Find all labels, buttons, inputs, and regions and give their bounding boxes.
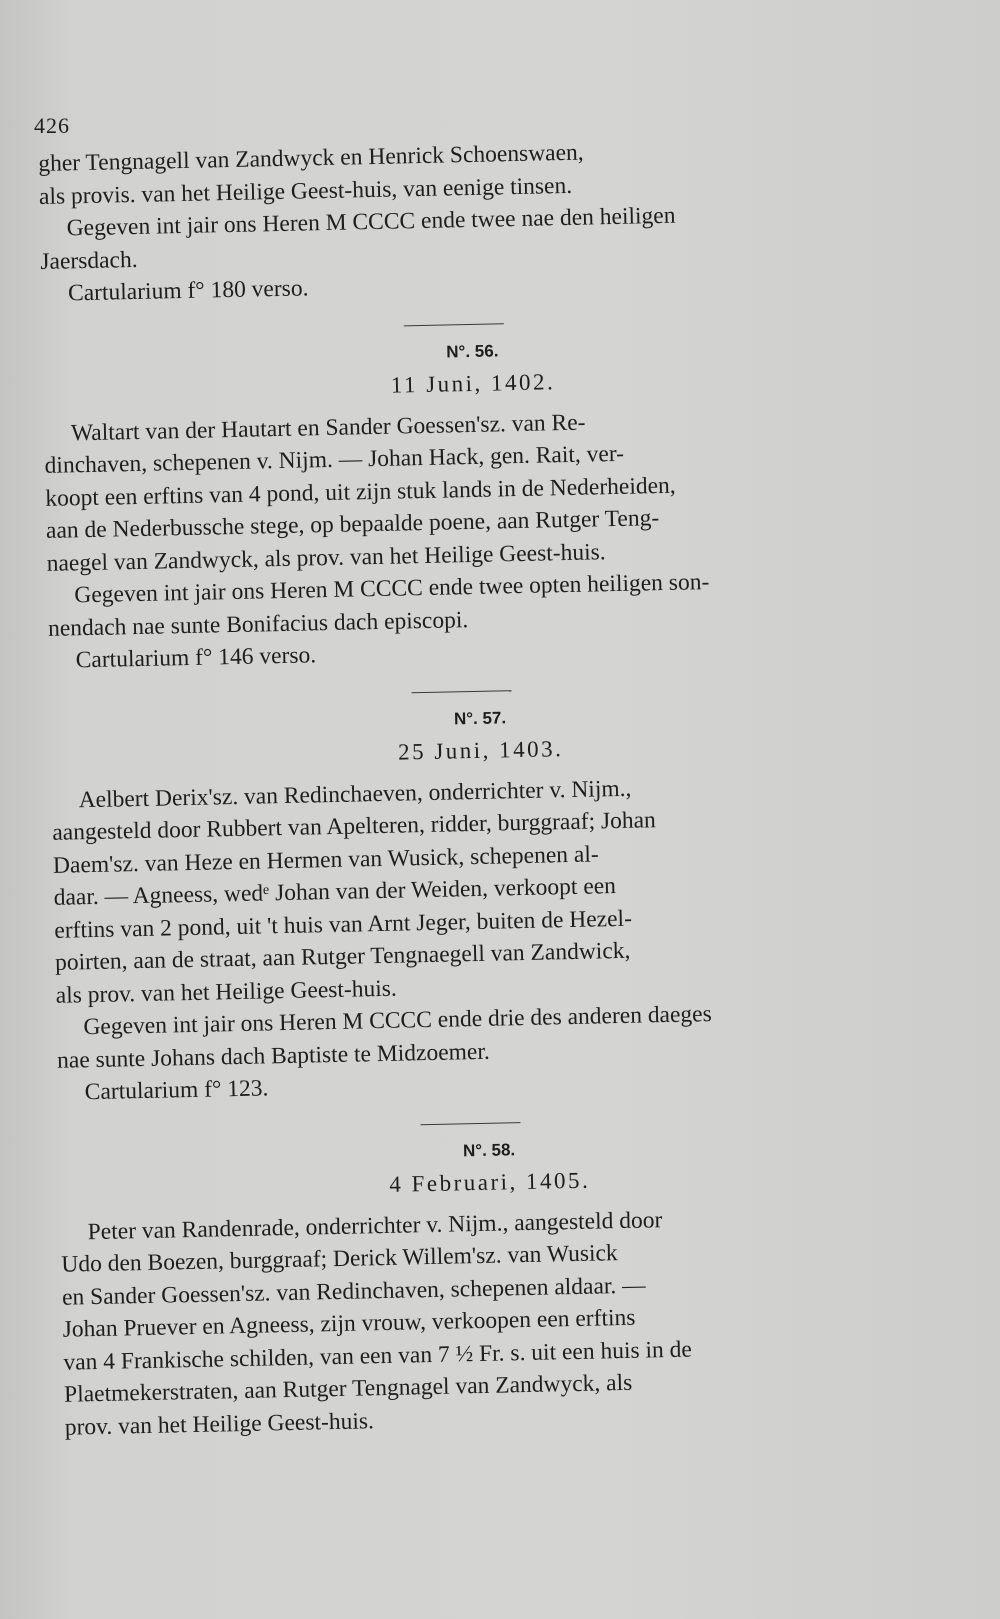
text-line: daar. — Agneess, wedᵉ Johan van der Weiden, verkoopt een — [53, 873, 617, 911]
text-line: nae sunte Johans dach Baptiste te Midzoemer. — [56, 1038, 490, 1074]
text-line: Plaetmekerstraten, aan Rutger Tengnagel van Zandwyck, als — [63, 1369, 633, 1408]
text-line: Johan Pruever en Agneess, zijn vrouw, verkoopen een erftins — [62, 1304, 636, 1343]
page-number: 426 — [34, 113, 70, 138]
text-line: Udo den Boezen, burggraaf; Derick Willem'sz. van Wusick — [61, 1240, 618, 1278]
text-line: poirten, aan de straat, aan Rutger Tengnaegell van Zandwick, — [54, 937, 631, 976]
text-line: prov. van het Heilige Geest-huis. — [64, 1407, 375, 1441]
text-line: Waltart van der Hautart en Sander Goessen'sz. van Re- — [70, 409, 586, 446]
entry-number: N°. 58. — [462, 1139, 516, 1160]
text-line: erftins van 2 pond, uit 't huis van Arnt Jeger, buiten de Hezel- — [54, 905, 633, 944]
text-line: Aelbert Derix'sz. van Redinchaeven, onderrichter v. Nijm., — [78, 775, 632, 813]
text-line: van 4 Frankische schilden, van een van 7 ½ Fr. s. uit een huis in de — [63, 1336, 693, 1376]
source-reference: Cartularium f° 123. — [84, 1075, 269, 1106]
text-line: dinchaven, schepenen v. Nijm. — Johan Hack, gen. Rait, ver- — [44, 440, 625, 479]
text-line: als prov. van het Heilige Geest-huis. — [55, 975, 398, 1009]
entry-date: 25 Juni, 1403. — [397, 735, 564, 765]
charter-entry — [59, 1113, 915, 1443]
text-line: aangesteld door Rubbert van Apelteren, ridder, burggraaf; Johan — [52, 807, 657, 846]
charter-entry — [50, 682, 908, 1110]
text-line: nendach nae sunte Bonifacius dach episcopi. — [47, 606, 469, 642]
page-content — [38, 130, 915, 1444]
charter-entry — [42, 315, 899, 678]
source-reference: Cartularium f° 146 verso. — [75, 642, 317, 674]
entry-number: N°. 56. — [446, 340, 499, 361]
text-line: Jaersdach. — [40, 246, 138, 275]
text-line: Peter van Randenrade, onderrichter v. Nijm., aangesteld door — [87, 1206, 663, 1245]
text-line: Gegeven int jair ons Heren M CCCC ende twee nae den heiligen — [66, 202, 676, 242]
entry-number: N°. 57. — [453, 707, 507, 728]
entry-date: 4 Februari, 1405. — [389, 1167, 591, 1197]
entry-date: 11 Juni, 1402. — [390, 368, 556, 398]
text-line: en Sander Goessen'sz. van Redinchaven, schepenen aldaar. — — [61, 1272, 646, 1311]
section-divider — [421, 1122, 521, 1125]
text-line: Daem'sz. van Heze en Hermen van Wusick, schepenen al- — [52, 840, 599, 879]
text-line: aan de Nederbussche stege, op bepaalde poene, aan Rutger Teng- — [45, 505, 660, 544]
text-line: koopt een erftins van 4 pond, uit zijn stuk lands in de Nederheiden, — [45, 472, 676, 512]
section-divider — [411, 690, 511, 693]
section-divider — [404, 323, 504, 326]
text-line: gher Tengnagell van Zandwyck en Henrick Schoenswaen, — [38, 139, 584, 177]
text-line: naegel van Zandwyck, als prov. van het Heilige Geest-huis. — [46, 538, 606, 577]
text-line: Gegeven int jair ons Heren M CCCC ende drie des anderen daeges — [83, 1001, 712, 1041]
text-line: Gegeven int jair ons Heren M CCCC ende twee opten heiligen son- — [74, 569, 710, 609]
intro-paragraph — [38, 130, 891, 310]
source-reference: Cartularium f° 180 verso. — [67, 275, 309, 307]
text-line: als provis. van het Heilige Geest-huis, van eenige tinsen. — [38, 172, 573, 210]
